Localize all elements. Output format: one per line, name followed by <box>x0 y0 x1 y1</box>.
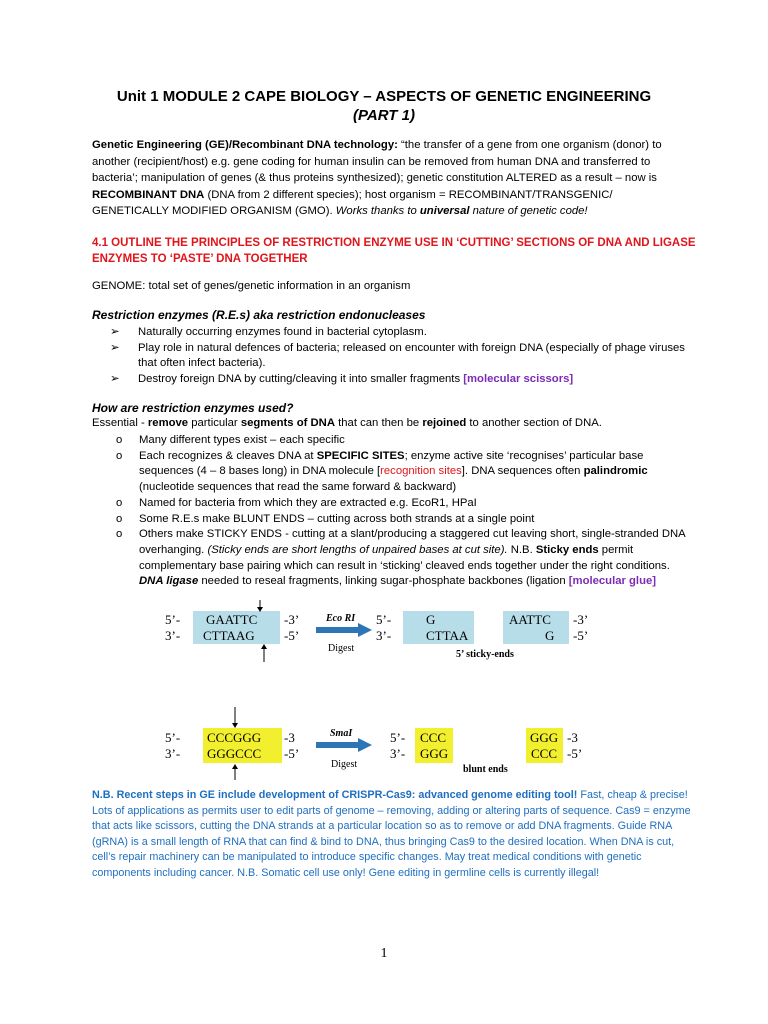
svg-text:5’-: 5’- <box>165 730 181 745</box>
svg-text:-5’: -5’ <box>573 628 589 643</box>
svg-text:AATTC: AATTC <box>509 612 551 627</box>
list-item: o Each recognizes & cleaves DNA at SPECIFIC SITES; enzyme active site ‘recognises’ particular base sequences (4 – 8 bases long) in DNA molecule [recognition sites]. DNA sequences often palindromic (nucleotide sequences that read the same forward & backward) <box>116 449 648 494</box>
intro-paragraph: Genetic Engineering (GE)/Recombinant DNA technology: “the transfer of a gene from one organism (donor) to another (recipient/host) e.g. gene coding for human insulin can be removed from human DNA and transferred to bacteria’; manipulation of genes (& thus proteins synthesized); genetic constitution ALTERED as a result – now is RECOMBINANT DNA (DNA from 2 different species); host organism = RECOMBINANT/TRANSGENIC/ GENETICALLY MODIFIED ORGANISM (GMO). Works thanks to universal nature of genetic code! <box>92 139 662 217</box>
list-item: o Named for bacteria from which they are extracted e.g. EcoR1, HPaI <box>116 496 477 509</box>
svg-text:CCC: CCC <box>531 746 558 761</box>
arrow-bullet-icon: ➢ <box>110 341 120 354</box>
list-item: ➢ Destroy foreign DNA by cutting/cleaving it into smaller fragments [molecular scissors] <box>110 372 700 388</box>
blunt-ends-label: blunt ends <box>463 764 508 775</box>
svg-text:5’-: 5’- <box>165 612 181 627</box>
svg-text:-3’: -3’ <box>573 612 589 627</box>
list-item: ➢ Naturally occurring enzymes found in bacterial cytoplasm. <box>110 325 700 341</box>
usage-list <box>116 433 686 590</box>
how-used-heading: How are restriction enzymes used? <box>92 401 294 415</box>
ecori-digest-arrow <box>316 623 372 637</box>
intro-term: Genetic Engineering (GE)/Recombinant DNA technology: <box>92 139 398 151</box>
smai-digest-arrow <box>316 738 372 752</box>
svg-text:3’-: 3’- <box>390 746 406 761</box>
smai-enzyme-label: SmaI <box>330 728 353 739</box>
svg-text:3’-: 3’- <box>165 746 181 761</box>
svg-text:CTTAA: CTTAA <box>426 628 469 643</box>
recognition-sites-label: recognition sites <box>380 465 462 478</box>
restriction-digest-diagram <box>150 600 610 780</box>
svg-text:G: G <box>545 628 555 643</box>
svg-text:-3: -3 <box>284 730 295 745</box>
sticky-ends-label: 5’ sticky-ends <box>456 649 514 660</box>
genome-definition: GENOME: total set of genes/genetic information in an organism <box>92 280 411 292</box>
crispr-note: N.B. Recent steps in GE include development of CRISPR-Cas9: advanced genome editing tool! Fast, cheap & precise! Lots of applications as permits user to edit parts of genome – removing, adding or altering parts of sequence. Cas9 = enzyme that acts like scissors, cutting the DNA strands at a particular location so as to remove or add DNA fragments. Guide RNA (gRNA) is a small length of RNA that can find & bind to DNA, thus bringing Cas9 to the desired location. When DNA is cut, cell’s repair machinery can be manipulated to introduce specific changes. May treat medical conditions with genetic components including cancer. N.B. Somatic cell use only! Gene editing in germline cells is currently illegal! <box>92 789 691 879</box>
arrow-bullet-icon: ➢ <box>110 372 120 385</box>
list-item: ➢ Play role in natural defences of bacteria; released on encounter with foreign DNA (especially of phage viruses that often infect bacteria). <box>110 341 685 369</box>
svg-text:GGG: GGG <box>420 746 449 761</box>
restriction-enzymes-heading: Restriction enzymes (R.E.s) aka restriction endonucleases <box>92 308 426 322</box>
molecular-scissors-label: [molecular scissors] <box>463 372 574 385</box>
smai-digest <box>165 707 582 780</box>
svg-text:G: G <box>426 612 436 627</box>
ecori-top-sequence: GAATTC <box>206 612 258 627</box>
essential-line: Essential - remove particular segments of DNA that can then be rejoined to another section of DNA. <box>92 417 602 429</box>
svg-text:-5’: -5’ <box>567 746 583 761</box>
section-heading-4-1: 4.1 OUTLINE THE PRINCIPLES OF RESTRICTION ENZYME USE IN ‘CUTTING’ SECTIONS OF DNA AND LIGASE ENZYMES TO ‘PASTE’ DNA TOGETHER <box>92 237 696 265</box>
ecori-bottom-sequence: CTTAAG <box>203 628 255 643</box>
svg-text:-5’: -5’ <box>284 746 300 761</box>
page-subtitle: (PART 1) <box>353 107 415 124</box>
page-number: 1 <box>380 946 388 961</box>
crispr-bold-lead: N.B. Recent steps in GE include development of CRISPR-Cas9: advanced genome editing tool! <box>92 789 578 801</box>
molecular-glue-label: [molecular glue] <box>568 575 657 588</box>
svg-text:-5’: -5’ <box>284 628 300 643</box>
svg-text:3’-: 3’- <box>376 628 392 643</box>
smai-bottom-sequence: GGGCCC <box>207 746 262 761</box>
page-title: Unit 1 MODULE 2 CAPE BIOLOGY – ASPECTS OF GENETIC ENGINEERING <box>116 88 652 105</box>
svg-text:Digest: Digest <box>328 643 355 654</box>
svg-text:-3’: -3’ <box>284 612 300 627</box>
svg-text:CCC: CCC <box>420 730 447 745</box>
arrow-bullet-icon: ➢ <box>110 326 120 338</box>
svg-text:Digest: Digest <box>331 759 358 770</box>
ecori-digest <box>165 600 588 662</box>
restriction-enzyme-list <box>110 325 700 387</box>
smai-top-sequence: CCCGGG <box>207 730 262 745</box>
svg-text:GGG: GGG <box>530 730 559 745</box>
list-item: o Others make STICKY ENDS - cutting at a slant/producing a staggered cut leaving short, single-stranded DNA overhanging. (Sticky ends are short lengths of unpaired bases at cut site). N.B. Sticky ends permit complementary base pairing which can result in ‘sticking’ cleaved ends together under the right conditions. DNA ligase needed to reseal fragments, linking sugar-phosphate backbones (ligation [molecular glue] <box>116 528 686 588</box>
list-item: o Many different types exist – each specific <box>116 434 345 446</box>
svg-text:3’-: 3’- <box>165 628 181 643</box>
svg-text:5’-: 5’- <box>376 612 392 627</box>
svg-text:-3: -3 <box>567 730 578 745</box>
ecori-enzyme-label: Eco RI <box>326 613 356 624</box>
list-item: o Some R.E.s make BLUNT ENDS – cutting across both strands at a single point <box>116 512 535 525</box>
svg-text:5’-: 5’- <box>390 730 406 745</box>
